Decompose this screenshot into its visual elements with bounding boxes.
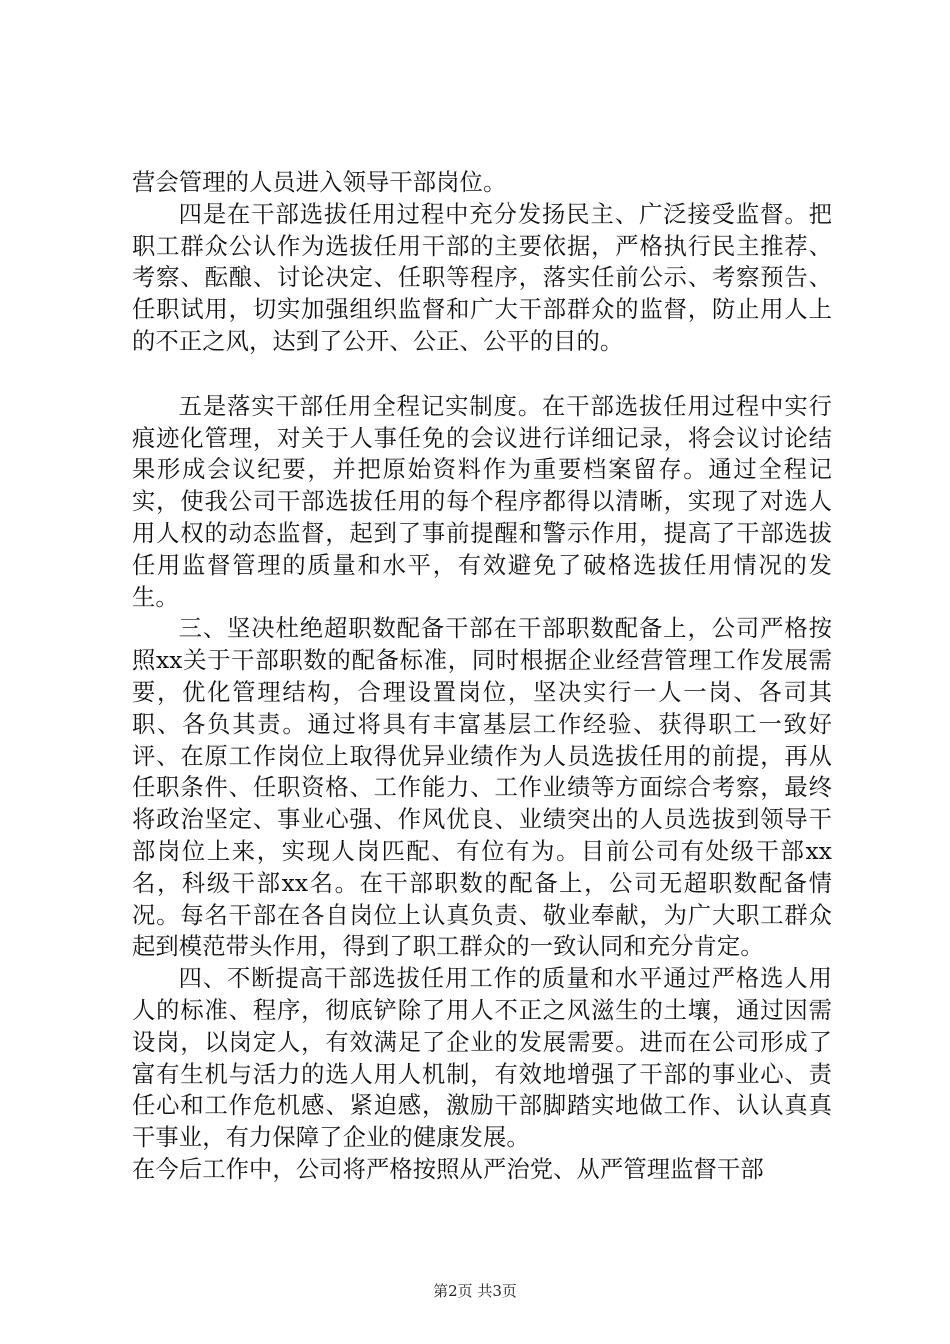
- paragraph-section-three: 三、坚决杜绝超职数配备干部在干部职数配备上，公司严格按照xx关于干部职数的配备标准，同时根据企业经营管理工作发展需要，优化管理结构，合理设置岗位，坚决实行一人一岗、各司其职、各负其责。通过将具有丰富基层工作经验、获得职工一致好评、在原工作岗位上取得优异业绩作为人员选拔任用的前提，再从任职条件、任职资格、工作能力、工作业绩等方面综合考察，最终将政治坚定、事业心强、作风优良、业绩突出的人员选拔到领导干部岗位上来，实现人岗匹配、有位有为。目前公司有处级干部xx名，科级干部xx名。在干部职数的配备上，公司无超职数配备情况。每名干部在各自岗位上认真负责、敬业奉献，为广大职工群众起到模范带头作用，得到了职工群众的一致认同和充分肯定。: [132, 615, 832, 961]
- paragraph-point-five: 五是落实干部任用全程记实制度。在干部选拔任用过程中实行痕迹化管理，对关于人事任免的会议进行详细记录，将会议讨论结果形成会议纪要，并把原始资料作为重要档案留存。通过全程记实，使我公司干部选拔任用的每个程序都得以清晰，实现了对选人用人权的动态监督，起到了事前提醒和警示作用，提高了干部选拔任用监督管理的质量和水平，有效避免了破格选拔任用情况的发生。: [132, 392, 832, 611]
- paragraph-section-four: 四、不断提高干部选拔任用工作的质量和水平通过严格选人用人的标准、程序，彻底铲除了用人不正之风滋生的土壤，通过因需设岗，以岗定人，有效满足了企业的发展需要。进而在公司形成了富有生机与活力的选人用人机制，有效地增强了干部的事业心、责任心和工作危机感、紧迫感，激励干部脚踏实地做工作、认认真真干事业，有力保障了企业的健康发展。: [132, 965, 832, 1152]
- document-body: [132, 167, 832, 1186]
- page-number-footer: 第2页 共3页: [433, 1282, 517, 1300]
- paragraph-point-four: 四是在干部选拔任用过程中充分发扬民主、广泛接受监督。把职工群众公认作为选拔任用干部的主要依据，严格执行民主推荐、考察、酝酿、讨论决定、任职等程序，落实任前公示、考察预告、任职试用，切实加强组织监督和广大干部群众的监督，防止用人上的不正之风，达到了公开、公正、公平的目的。: [132, 200, 832, 355]
- paragraph-continuation: 营会管理的人员进入领导干部岗位。: [132, 169, 507, 196]
- paragraph-closing: 在今后工作中，公司将严格按照从严治党、从严管理监督干部: [132, 1155, 764, 1183]
